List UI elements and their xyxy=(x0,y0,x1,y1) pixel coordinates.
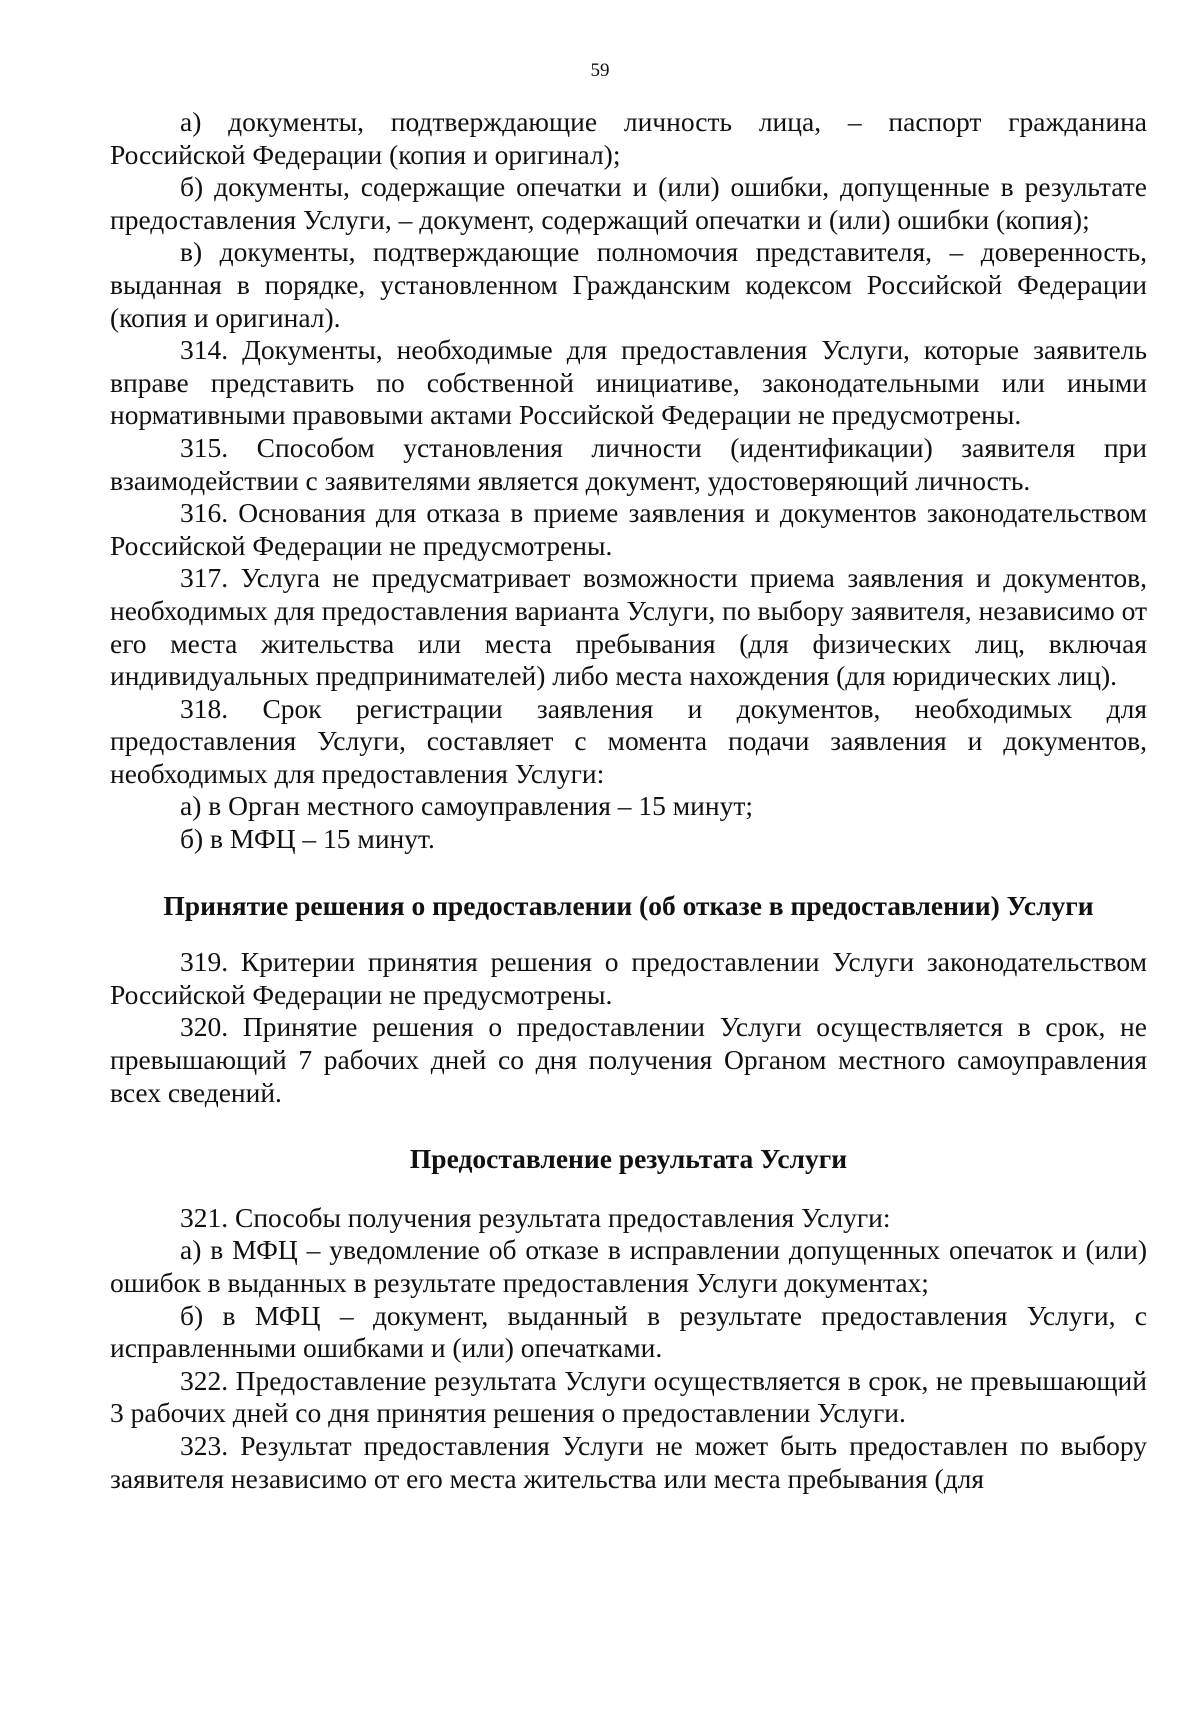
paragraph-321: 321. Способы получения результата предоставления Услуги: xyxy=(180,1201,891,1233)
paragraph-317: 317. Услуга не предусматривает возможности приема заявления и документов, необходимых для предоставления варианта Услуги, по выбору заявителя, независимо от его места жительства или места пребывания (для физических лиц, включая индивидуальных предпринимателей) либо места нахождения (для юридических лиц). xyxy=(110,562,1147,692)
section-heading-result: Предоставление результата Услуги xyxy=(409,1143,848,1175)
section-heading-decision: Принятие решения о предоставлении (об отказе в предоставлении) Услуги xyxy=(163,889,1094,921)
paragraph-322: 322. Предоставление результата Услуги осуществляется в срок, не превышающий 3 рабочих дней со дня принятия решения о предоставлении Услуги. xyxy=(110,1364,1147,1429)
document-body xyxy=(110,106,1147,1495)
paragraph-318: 318. Срок регистрации заявления и документов, необходимых для предоставления Услуги, составляет с момента подачи заявления и документов, необходимых для предоставления Услуги: xyxy=(110,692,1147,789)
paragraph-a-identity-documents: а) документы, подтверждающие личность лица, – паспорт гражданина Российской Федерации (копия и оригинал); xyxy=(110,106,1147,170)
paragraph-323: 323. Результат предоставления Услуги не может быть предоставлен по выбору заявителя независимо от его места жительства или места пребывания (для xyxy=(110,1429,1147,1494)
paragraph-319: 319. Критерии принятия решения о предоставлении Услуги законодательством Российской Федерации не предусмотрены. xyxy=(110,946,1147,1010)
paragraph-321-b: б) в МФЦ – документ, выданный в результате предоставления Услуги, с исправленными ошибками и (или) опечатками. xyxy=(110,1299,1147,1364)
paragraph-c-representative-documents: в) документы, подтверждающие полномочия представителя, – доверенность, выданная в порядке, установленном Гражданским кодексом Российской Федерации (копия и оригинал). xyxy=(110,236,1147,333)
paragraph-320: 320. Принятие решения о предоставлении Услуги осуществляется в срок, не превышающий 7 рабочих дней со дня получения Органом местного самоуправления всех сведений. xyxy=(110,1011,1147,1108)
paragraph-316: 316. Основания для отказа в приеме заявления и документов законодательством Российской Федерации не предусмотрены. xyxy=(110,497,1147,561)
paragraph-321-a: а) в МФЦ – уведомление об отказе в исправлении допущенных опечаток и (или) ошибок в выданных в результате предоставления Услуги документах; xyxy=(110,1234,1147,1298)
paragraph-318-b: б) в МФЦ – 15 минут. xyxy=(180,823,435,855)
paragraph-315: 315. Способом установления личности (идентификации) заявителя при взаимодействии с заявителями является документ, удостоверяющий личность. xyxy=(110,431,1147,496)
paragraph-314: 314. Документы, необходимые для предоставления Услуги, которые заявитель вправе представить по собственной инициативе, законодательными или иными нормативными правовыми актами Российской Федерации не предусмотрены. xyxy=(110,334,1147,431)
page-number: 59 xyxy=(590,60,610,81)
paragraph-b-error-documents: б) документы, содержащие опечатки и (или) ошибки, допущенные в результате предоставления Услуги, – документ, содержащий опечатки и (или) ошибки (копия); xyxy=(110,171,1147,235)
paragraph-318-a: а) в Орган местного самоуправления – 15 минут; xyxy=(180,790,754,822)
